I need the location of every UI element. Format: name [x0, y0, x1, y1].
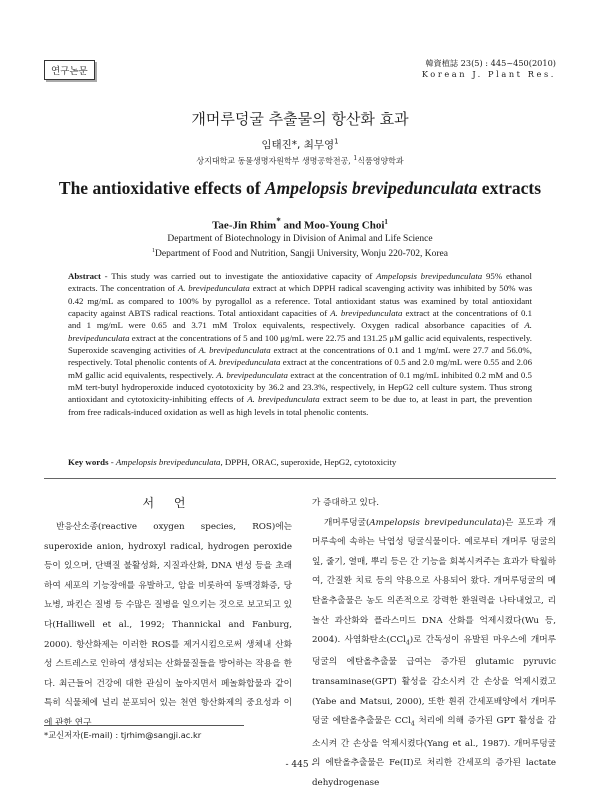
intro-paragraph-1: 반응산소종(reactive oxygen species, ROS)에는 superoxide anion, hydroxyl radical, hydrogen peroxide 등이 있으며, 단백질 불활성화, 지질과산화, DNA 변성 등을 초래하여 세포의 기능장애를 유발하고, 암을 비롯하여 동맥경화증, 당뇨병, 파킨슨 질병 등 수많은 질병을 일으키는 것으로 보고되고 있다(Halliwell et al., 1992; Thannickal and Fanburg, 2000). 항산화제는 이러한 ROS를 제거시킴으로써 생체내 산화성 스트레스로 인하여 생성되는 산화물질들을 방어하는 작용을 한다. 최근들어 건강에 대한 관심이 높아지면서 페놀화합물과 같이 특히 식물체에 널리 분포되어 있는 천연 항산화제의 중요성과 이에 관한 연구	[44, 522, 292, 728]
affiliation-line-2: $^1$Department of Food and Nutrition, Sangji University, Wonju 220-702, Korea	[152, 248, 448, 260]
left-column	[44, 518, 292, 734]
section-divider	[44, 478, 556, 479]
english-title: The antioxidative effects of Ampelopsis brevipedunculata extracts	[58, 178, 542, 198]
section-heading-introduction: 서 언	[142, 496, 194, 510]
journal-citation	[422, 58, 556, 80]
korean-authors: 임태진*, 최무영$^1$	[261, 137, 339, 151]
category-tag: 연구논문	[44, 60, 95, 80]
page-number: - 445 -	[285, 760, 315, 770]
intro-paragraph-continued: 가 증대하고 있다.	[312, 498, 380, 508]
english-affiliation	[0, 233, 600, 260]
keywords: Key words - Ampelopsis brevipedunculata, DPPH, ORAC, superoxide, HepG2, cytotoxicity	[68, 457, 397, 467]
intro-paragraph-2: 개머루덩굴(Ampelopsis brevipedunculata)은 포도과 개머루속에 속하는 낙엽성 덩굴식물이다. 예로부터 개머루 덩굴의 잎, 줄기, 열매, 뿌리 등은 간 기능을 회복시켜주는 효과가 탁월하여, 간질환 치료 등의 약용으로 사용되어 왔다. 개머루덩굴의 메탄올추출물은 농도 의존적으로 강력한 환원력을 나타내었고, 리놀산 과산화와 플라스미드 DNA 산화를 억제시켰다(Wu 등, 2004). 사염화탄소(CCl$_4$)로 간독성이 유발된 마우스에 개머루덩굴의 에탄올추출물 급여는 증가된 glutamic pyruvic transaminase(GPT) 활성을 감소시켜 간 손상을 억제시켰고(Yabe and Matsui, 2000), 또한 흰쥐 간세포배양에서 개머루덩굴 에탄올추출물은 CCl$_4$ 처리에 의해 증가된 GPT 활성을 감소시켜 간 손상을 억제시켰다(Yang et al., 1987). 개머루덩굴의 에탄올추출물은 Fe(II)로 처리한 간세포의 증가된 lactate dehydrogenase	[312, 517, 556, 788]
korean-title: 개머루덩굴 추출물의 항산화 효과	[191, 110, 409, 128]
korean-affiliation: 상지대학교 동물생명자원학부 생명공학전공, $^1$식품영양학과	[196, 155, 404, 166]
corresponding-author-footnote: *교신저자(E-mail) : tjrhim@sangji.ac.kr	[44, 730, 202, 740]
affiliation-line-1: Department of Biotechnology in Division of Animal and Life Science	[167, 234, 433, 244]
english-authors: Tae-Jin Rhim* and Moo-Young Choi$^1$	[212, 216, 388, 232]
journal-volume-line: 韓資植誌 23(5) : 445~450(2010)	[425, 58, 556, 68]
footnote-rule	[44, 725, 244, 726]
abstract: Abstract - This study was carried out to investigate the antioxidative capacity of Ampelopsis brevipedunculata 95% ethanol extracts. The concentration of A. brevipedunculata extract at which DPPH radical scavenging activity was inhibited by 50% was 0.42 mg/mL as compared to 100% by pyrogallol as a reference. Total antioxidant status was examined by total antioxidant capacity against ABTS radical reactions. Total antioxidant capacities of A. brevipedunculata extract at the concentrations of 0.1 and 1 mg/mL were 0.65 and 3.71 mM Trolox equivalents, respectively. Oxygen radical absorbance capacities of A. brevipedunculata extract at the concentrations of 5 and 100 μg/mL were 22.75 and 131.25 μM gallic acid equivalents, respectively. Superoxide scavenging activities of A. brevipedunculata extract at the concentrations of 0.1 and 1 mg/mL were 27.7 and 56.0%, respectively. Total phenolic contents of A. brevipedunculata extract at the concentrations of 0.5 and 2.0 mg/mL were 0.55 and 2.06 mM gallic acid equivalents, respectively. A. brevipedunculata extract at the concentration of 0.1 mg/mL inhibited 0.2 mM and 0.5 mM tert-butyl hydroperoxide induced cyototoxicity by 36.2 and 23.3%, respectively, in HepG2 cell culture system. Thus strong antioxidant and cytotoxicity-inhibiting effects of A. brevipedunculata extract seem to be due to, at least in part, the prevention from free radicals-induced oxidation as well as high levels in total phenolic contents.	[68, 271, 533, 417]
journal-name-line: Korean J. Plant Res.	[421, 69, 556, 79]
right-column	[312, 494, 556, 793]
